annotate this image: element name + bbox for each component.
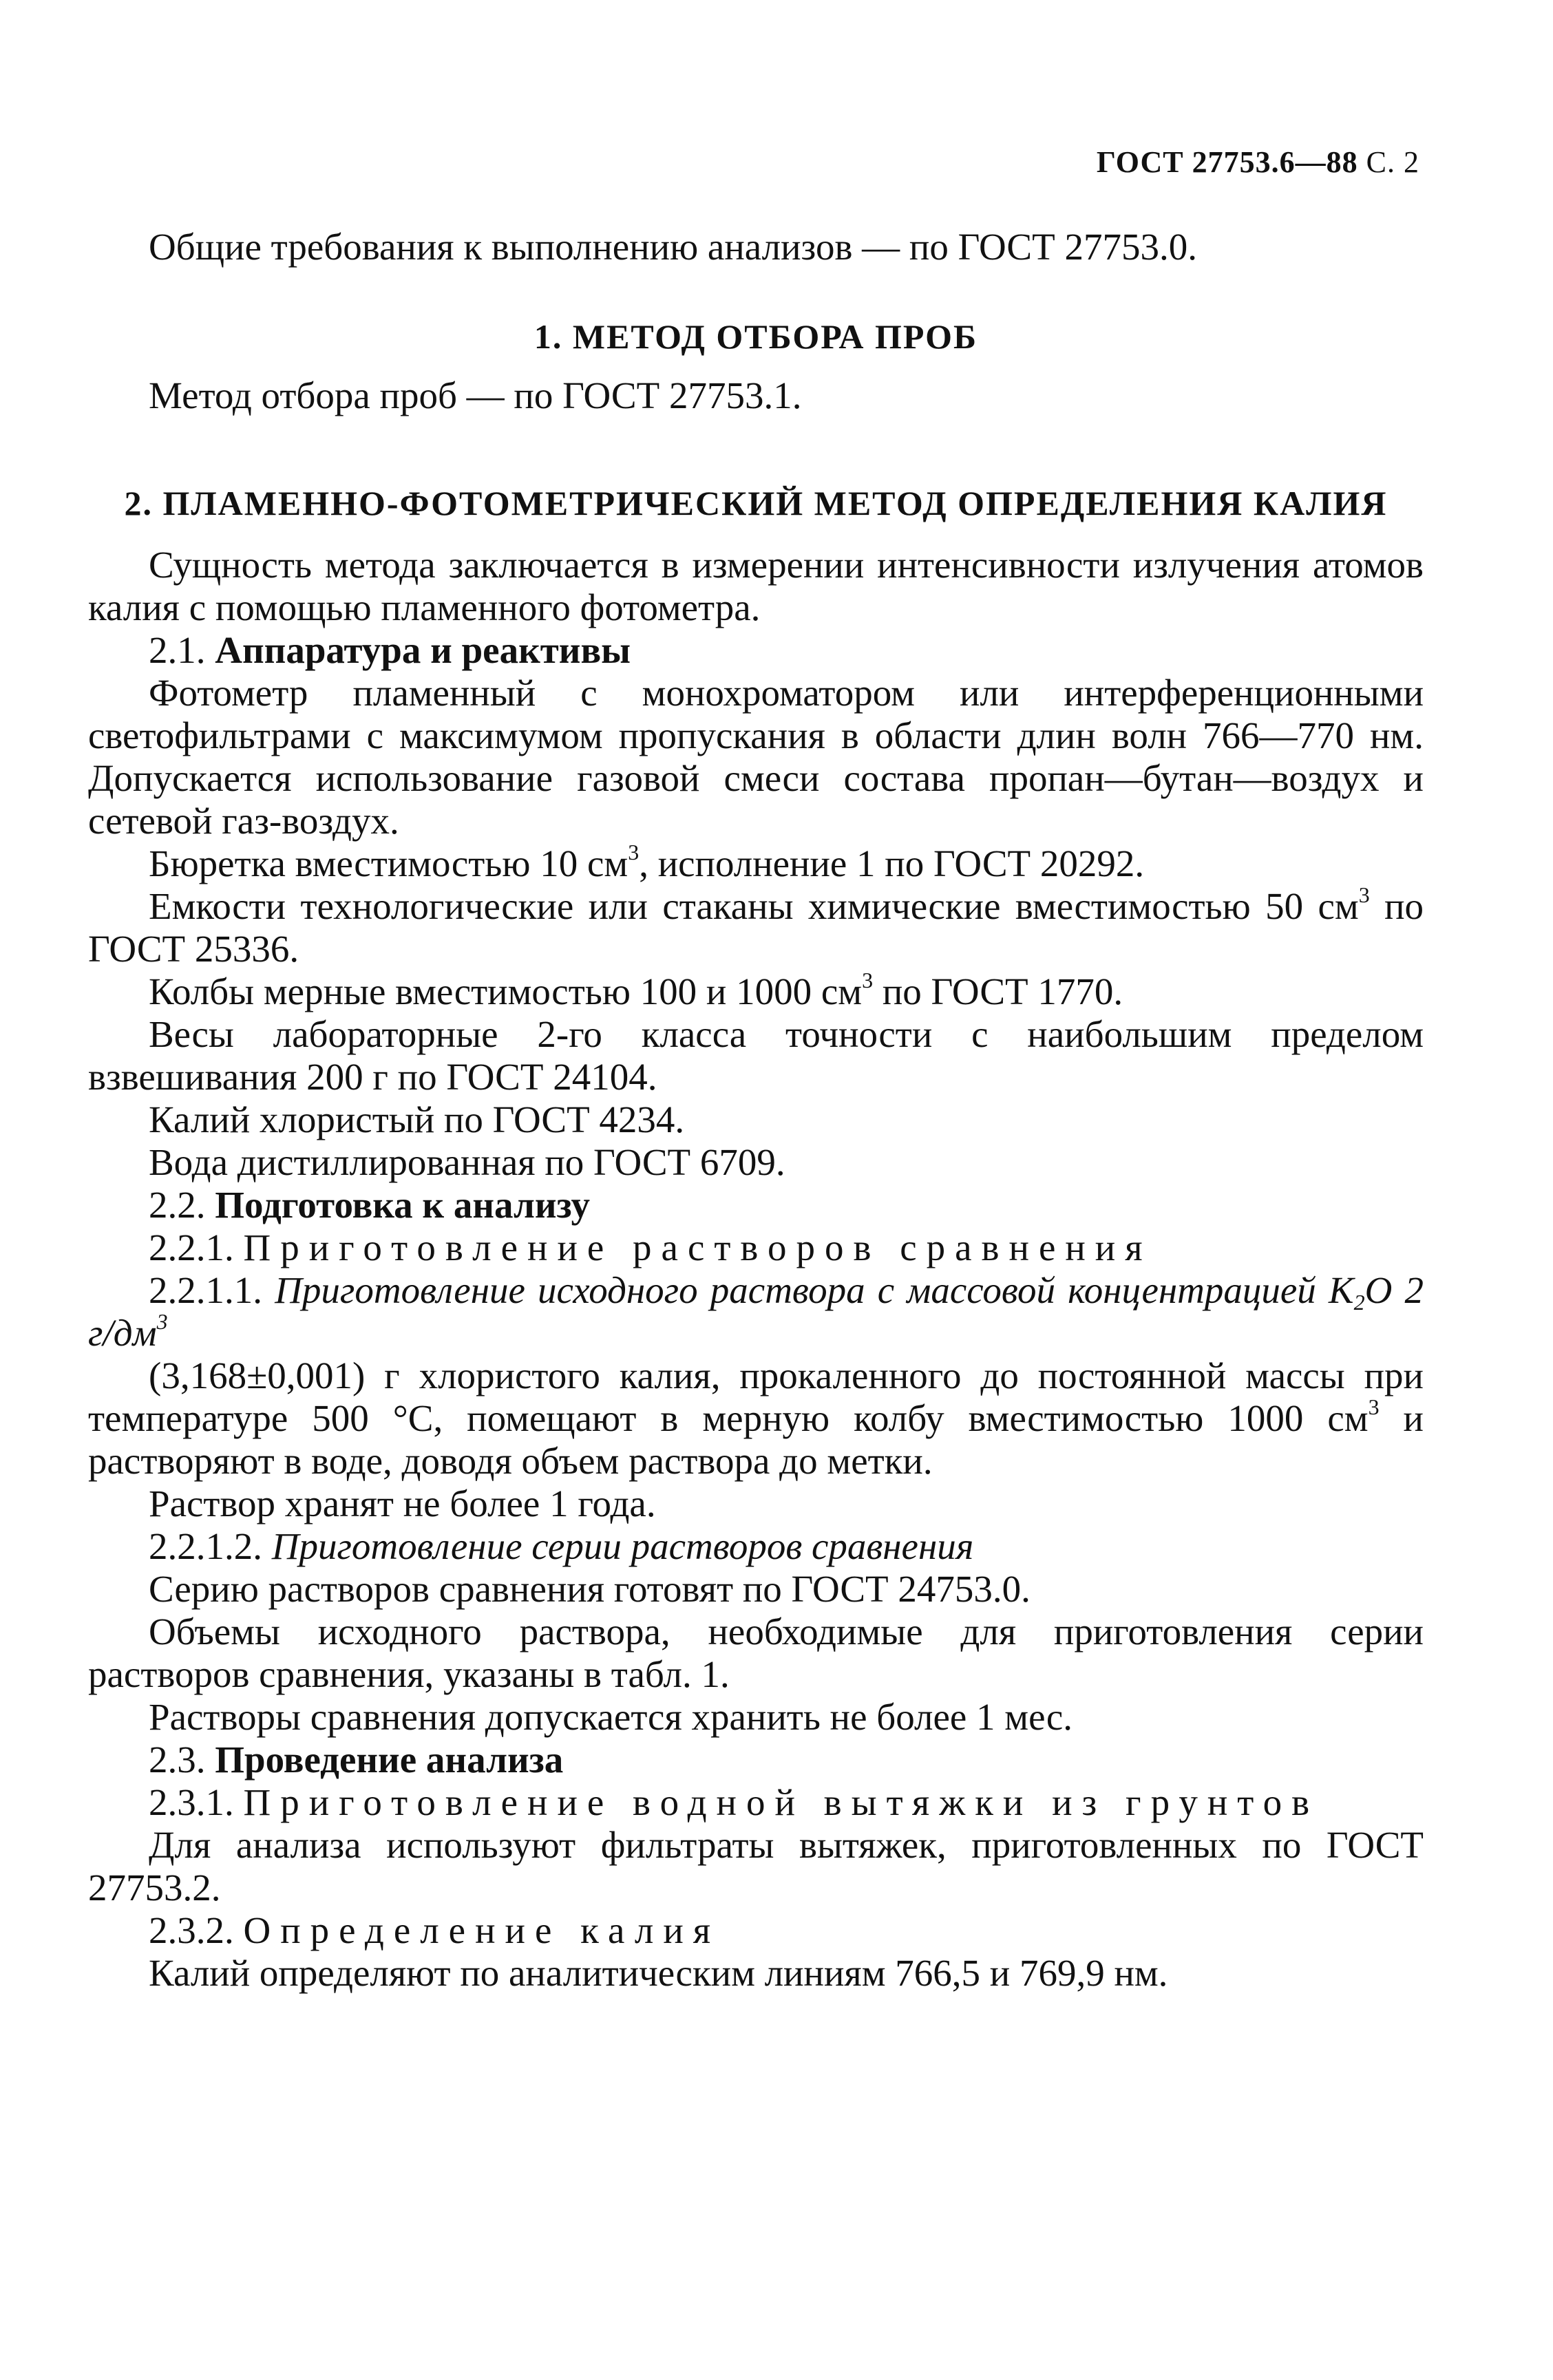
flasks-text-end: по ГОСТ 1770. [873, 970, 1123, 1012]
subsection-2-2-1-2-heading [88, 1525, 1424, 1568]
section-1-title: 1. МЕТОД ОТБОРА ПРОБ [533, 317, 978, 356]
superscript: 3 [156, 1309, 168, 1334]
superscript: 3 [628, 840, 640, 864]
subsection-2-2-1-1-title [88, 1269, 1424, 1354]
burette-paragraph [88, 842, 1424, 885]
burette-text-end: , исполнение 1 по ГОСТ 20292. [639, 842, 1145, 884]
subsection-2-1-title: Аппаратура и реактивы [215, 629, 631, 671]
vessels-paragraph [88, 882, 1424, 970]
kcl-paragraph: Калий хлористый по ГОСТ 4234. [149, 1098, 685, 1140]
subsection-2-3-title: Проведение анализа [215, 1739, 564, 1781]
subsection-2-2-1-2-title: Приготовление серии растворов сравнения [271, 1525, 974, 1567]
section-2-title: 2. ПЛАМЕННО-ФОТОМЕТРИЧЕСКИЙ МЕТОД ОПРЕДЕЛЕНИЯ КАЛИЯ [124, 484, 1388, 522]
vessels-text-end: по ГОСТ 25336. [88, 885, 1424, 970]
potassium-lines-paragraph: Калий определяют по аналитическим линиям 766,5 и 769,9 нм. [149, 1952, 1168, 1994]
subsection-2-3-2-number: 2.3.2. [149, 1909, 234, 1951]
storage-paragraph: Раствор хранят не более 1 года. [149, 1483, 656, 1524]
subsection-2-2-1-2-number: 2.2.1.2. [149, 1525, 262, 1567]
photometer-paragraph: Фотометр пламенный с монохроматором или интерференционными светофильтрами с максимумом пропускания в области длин волн 766—770 нм. Допускается использование газовой смеси состава пропан—бутан—воздух и сетевой газ-воздух. [88, 672, 1424, 842]
subsection-2-3-1-title: Приготовление водной вытяжки из грунтов [243, 1781, 1320, 1823]
vessels-text: Емкости технологические или стаканы химические вместимостью 50 см [149, 885, 1359, 927]
section-2-essence: Сущность метода заключается в измерении интенсивности излучения атомов калия с помощью пламенного фотометра. [88, 544, 1424, 628]
flasks-text: Колбы мерные вместимостью 100 и 1000 см [149, 970, 863, 1012]
storage2-paragraph: Растворы сравнения допускается хранить не более 1 мес. [149, 1696, 1073, 1738]
superscript: 3 [1368, 1394, 1380, 1419]
gost-number: ГОСТ 27753.6—88 [1096, 145, 1358, 179]
intro-paragraph: Общие требования к выполнению анализов — по ГОСТ 27753.0. [149, 226, 1197, 268]
preparation-text: (3,168±0,001) г хлористого калия, прокаленного до постоянной массы при температуре 500 °С, помещают в мерную колбу вместимостью 1000 см [88, 1354, 1424, 1439]
preparation-text-end: и растворяют в воде, доводя объем раствора до метки. [88, 1397, 1424, 1482]
subsection-2-3-1-heading [88, 1781, 1424, 1824]
subsection-2-3-1-number: 2.3.1. [149, 1781, 234, 1823]
filtrates-paragraph: Для анализа используют фильтраты вытяжек, приготовленных по ГОСТ 27753.2. [88, 1824, 1424, 1909]
subsection-2-2-1-title: Приготовление растворов сравнения [243, 1226, 1152, 1268]
title-text: Приготовление исходного раствора с массовой концентрацией K [275, 1269, 1354, 1311]
subsection-2-1-heading [88, 629, 1424, 672]
superscript: 3 [1358, 882, 1370, 907]
series-paragraph: Серию растворов сравнения готовят по ГОСТ 24753.0. [149, 1568, 1031, 1610]
subscript: 2 [1353, 1290, 1365, 1315]
flasks-paragraph [88, 970, 1424, 1013]
superscript: 3 [862, 968, 874, 992]
kcl-preparation-paragraph [88, 1354, 1424, 1483]
scales-paragraph: Весы лабораторные 2-го класса точности с наибольшим пределом взвешивания 200 г по ГОСТ 24104. [88, 1013, 1424, 1098]
title-text-end: O 2 г/дм [88, 1269, 1424, 1354]
burette-text: Бюретка вместимостью 10 см [149, 842, 628, 884]
subsection-2-2-heading [88, 1184, 1424, 1226]
subsection-2-2-title: Подготовка к анализу [215, 1184, 590, 1226]
subsection-2-1-number: 2.1. [149, 629, 206, 671]
subsection-2-3-number: 2.3. [149, 1739, 206, 1781]
subsection-2-2-1-1-heading [88, 1269, 1424, 1354]
subsection-2-3-2-title: Определение калия [243, 1909, 721, 1951]
subsection-2-3-2-heading [88, 1909, 1424, 1952]
water-paragraph: Вода дистиллированная по ГОСТ 6709. [149, 1141, 785, 1183]
subsection-2-2-number: 2.2. [149, 1184, 206, 1226]
volumes-paragraph: Объемы исходного раствора, необходимые для приготовления серии растворов сравнения, указаны в табл. 1. [88, 1611, 1424, 1695]
subsection-2-2-1-number: 2.2.1. [149, 1226, 234, 1268]
section-1-text: Метод отбора проб — по ГОСТ 27753.1. [149, 374, 802, 416]
subsection-2-3-heading [88, 1739, 1424, 1781]
document-body [88, 145, 1424, 1995]
subsection-2-2-1-heading [88, 1226, 1424, 1269]
subsection-2-2-1-1-number: 2.2.1.1. [149, 1269, 262, 1311]
page-number: С. 2 [1366, 145, 1419, 179]
